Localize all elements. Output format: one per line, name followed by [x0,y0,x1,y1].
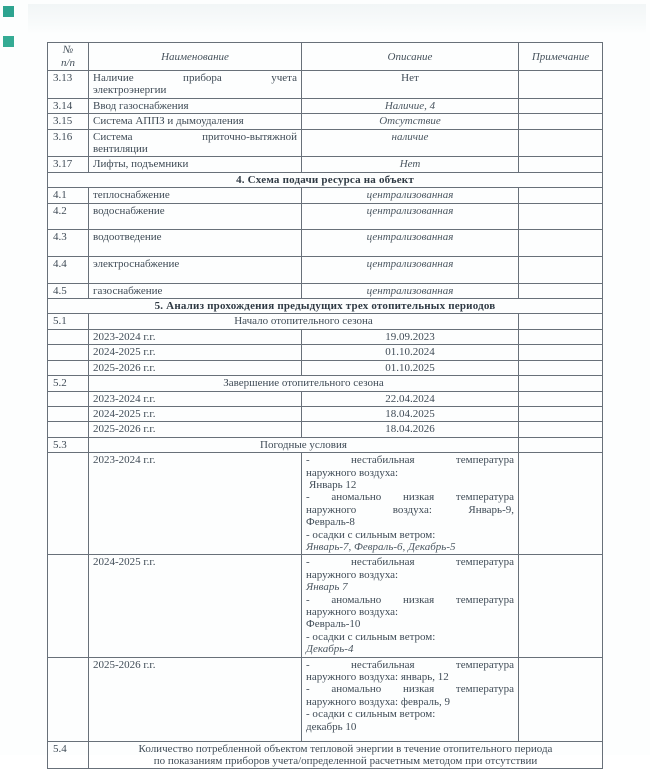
period-cell: 2024-2025 г.г. [89,345,302,360]
text-line: - аномально низкая температура [306,683,514,696]
row-number-cell: 4.4 [48,256,89,283]
table-row [48,283,603,298]
period-cell: 2023-2024 г.г. [89,329,302,344]
header-description-cell: Описание [302,43,519,71]
period-cell: 2025-2026 г.г. [89,657,302,741]
text-line: декабрь 10 [306,720,357,733]
table-row [48,43,603,71]
text-line: Январь-7, Февраль-6, Декабрь-5 [306,540,456,553]
name-cell: водоотведение [89,229,302,256]
description-cell: централизованная [302,229,519,256]
scan-marker-square-top [3,6,14,17]
table-row [48,203,603,229]
description-cell: централизованная [302,256,519,283]
table-row [48,741,603,769]
note-cell [519,283,603,298]
text-line: Февраль-10 [306,618,361,631]
note-cell [519,376,603,391]
note-cell [519,203,603,229]
text-line: п/п [60,56,76,69]
text-line: Декабрь-4 [306,643,354,656]
table-row [48,453,603,555]
row-number-cell [48,391,89,406]
description-cell: централизованная [302,283,519,298]
period-cell: 2024-2025 г.г. [89,555,302,657]
period-cell: 2023-2024 г.г. [89,391,302,406]
row-number-cell: 4.1 [48,188,89,203]
table-row [48,114,603,129]
description-cell: наличие [302,129,519,157]
note-cell [519,406,603,421]
table-row [48,329,603,344]
description-cell: централизованная [302,203,519,229]
description-cell: 18.04.2026 [302,422,519,437]
table-row [48,172,603,187]
period-title-cell: Начало отопительного сезона [89,314,519,329]
description-cell: Отсутствие [302,114,519,129]
table-row [48,229,603,256]
row-number-cell: 3.13 [48,71,89,99]
row-number-cell [48,555,89,657]
row-number-cell [48,329,89,344]
name-cell [89,71,302,99]
weather-description-cell [302,453,519,555]
row-number-cell: 5.3 [48,437,89,452]
text-line: Система приточно-вытяжной [93,130,297,143]
header-note-cell: Примечание [519,43,603,71]
text-line: Январь 7 [306,581,348,594]
name-cell: Система АППЗ и дымоудаления [89,114,302,129]
table-row [48,376,603,391]
name-cell: Лифты, подъемники [89,157,302,172]
period-cell: 2025-2026 г.г. [89,422,302,437]
main-table [47,42,603,769]
description-cell: Нет [302,157,519,172]
row-number-cell: 4.3 [48,229,89,256]
text-line: наружного воздуха: [306,606,399,618]
text-line: № [62,44,74,57]
period-cell: 2025-2026 г.г. [89,360,302,375]
text-line: - нестабильная температура [306,658,514,671]
row-number-cell: 4.5 [48,283,89,298]
name-cell: водоснабжение [89,203,302,229]
table-row [48,314,603,329]
table-row [48,555,603,657]
text-line: электроэнергии [93,84,167,97]
note-cell [519,157,603,172]
text-line: - осадки с сильным ветром: [306,708,436,721]
note-cell [519,71,603,99]
note-cell [519,437,603,452]
row-number-cell: 3.15 [48,114,89,129]
name-cell: газоснабжение [89,283,302,298]
note-cell [519,229,603,256]
name-cell [89,129,302,157]
row-number-cell [48,657,89,741]
text-line: наружного воздуха: [306,466,399,479]
text-line: наружного воздуха: январь, 12 [306,671,449,684]
note-cell [519,329,603,344]
table-row [48,406,603,421]
description-cell: централизованная [302,188,519,203]
table-row [48,98,603,113]
table-row [48,188,603,203]
table-row [48,157,603,172]
table-row [48,71,603,99]
text-line: наружного воздуха: [306,568,399,581]
description-cell: 01.10.2024 [302,345,519,360]
text-line: - осадки с сильным ветром: [306,630,436,643]
section-header-cell: 5. Анализ прохождения предыдущих трех отопительных периодов [48,299,603,314]
description-cell: 22.04.2024 [302,391,519,406]
note-cell [519,256,603,283]
note-cell [519,657,603,741]
text-line: - осадки с сильным ветром: [306,528,436,541]
table-row [48,391,603,406]
period-title-cell: Завершение отопительного сезона [89,376,519,391]
note-cell [519,391,603,406]
note-cell [519,114,603,129]
row-number-cell: 5.2 [48,376,89,391]
row-number-cell: 4.2 [48,203,89,229]
text-line: Количество потребленной объектом тепловой энергии в течение отопительного периода [138,742,553,755]
table-row [48,422,603,437]
note-cell [519,360,603,375]
period-cell: 2023-2024 г.г. [89,453,302,555]
note-cell [519,453,603,555]
weather-description-cell [302,555,519,657]
row-number-cell [48,422,89,437]
section-header-cell: 4. Схема подачи ресурса на объект [48,172,603,187]
text-line: наружного воздуха: февраль, 9 [306,695,451,708]
row-number-cell: 3.14 [48,98,89,113]
text-line: Наличие прибора учета [93,72,297,84]
header-num-cell [48,43,89,71]
name-cell: Ввод газоснабжения [89,98,302,113]
table-row [48,129,603,157]
row-number-cell [48,345,89,360]
table-row [48,256,603,283]
row-number-cell: 3.17 [48,157,89,172]
description-cell: Наличие, 4 [302,98,519,113]
description-cell: Нет [302,71,519,99]
text-line: по показаниям приборов учета/определенной расчетным методом при отсутствии [153,755,538,768]
text-line: - нестабильная температура [306,556,514,569]
period-title-cell: Погодные условия [89,437,519,452]
table-row [48,437,603,452]
scan-marker-square-bottom [3,36,14,47]
table-row [48,360,603,375]
note-cell [519,422,603,437]
description-cell: 01.10.2025 [302,360,519,375]
text-line: Февраль-8 [306,516,355,529]
text-line: вентиляции [93,143,148,156]
scan-artifact-band [28,4,646,34]
note-cell [519,314,603,329]
period-cell: 2024-2025 г.г. [89,406,302,421]
text-line: - аномально низкая температура [306,491,514,504]
text-line: Январь 12 [309,478,357,491]
header-name-cell: Наименование [89,43,302,71]
description-cell: 18.04.2025 [302,406,519,421]
text-line: - нестабильная температура [306,454,514,467]
table-row [48,345,603,360]
note-cell [519,129,603,157]
description-cell: 19.09.2023 [302,329,519,344]
row-number-cell: 5.4 [48,741,89,769]
name-cell: теплоснабжение [89,188,302,203]
summary-cell [89,741,603,769]
row-number-cell: 5.1 [48,314,89,329]
text-line: - аномально низкая температура [306,593,514,606]
row-number-cell [48,406,89,421]
row-number-cell: 3.16 [48,129,89,157]
row-number-cell [48,360,89,375]
note-cell [519,555,603,657]
table-row [48,299,603,314]
row-number-cell [48,453,89,555]
note-cell [519,188,603,203]
weather-description-cell [302,657,519,741]
text-line: наружного воздуха: Январь-9, [306,503,514,516]
note-cell [519,98,603,113]
table-row [48,657,603,741]
note-cell [519,345,603,360]
name-cell: электроснабжение [89,256,302,283]
